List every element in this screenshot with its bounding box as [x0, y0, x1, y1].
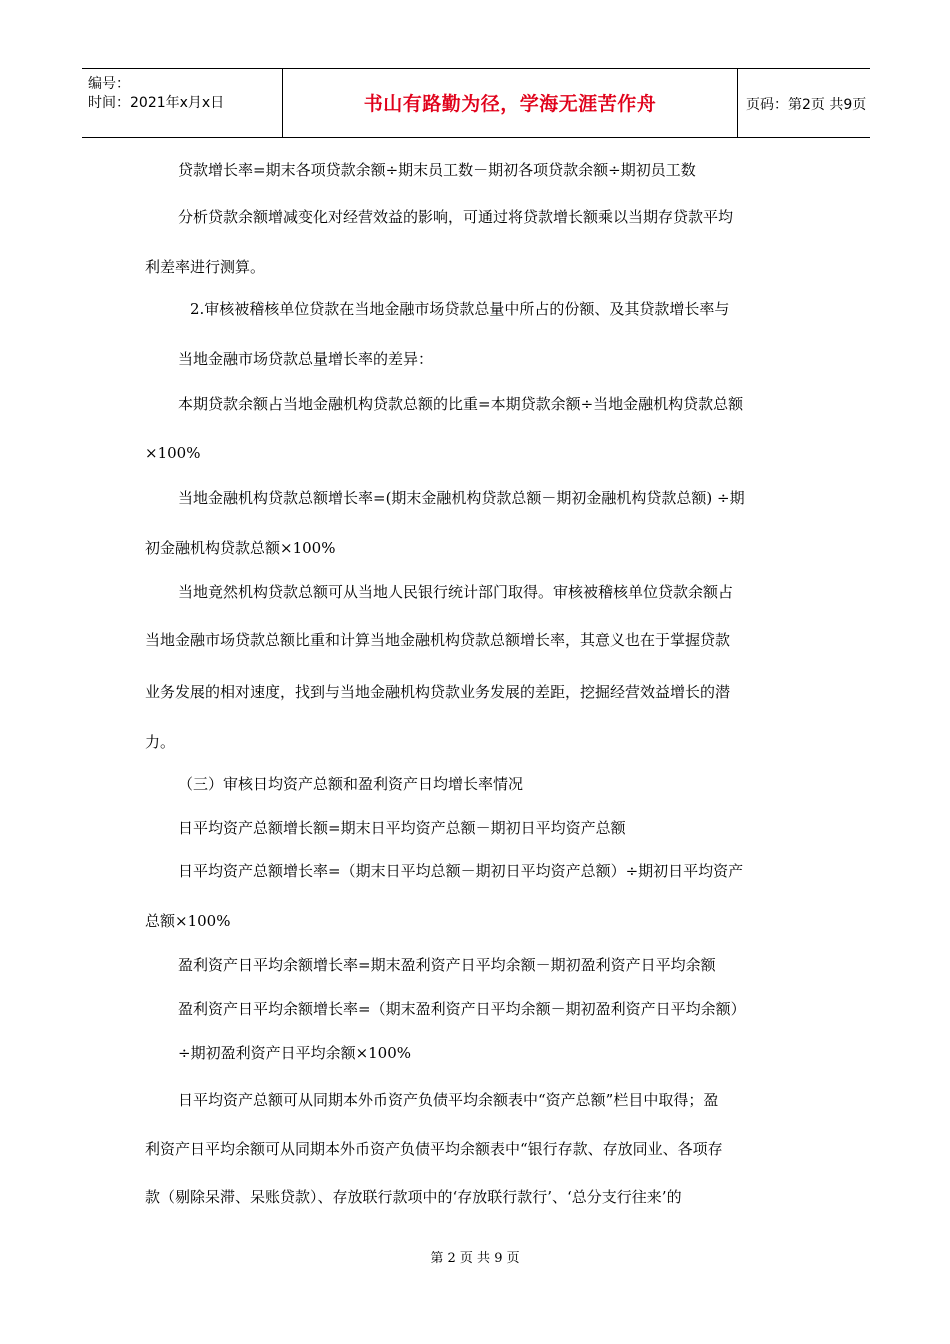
- body-line: 日平均资产总额增长额=期末日平均资产总额－期初日平均资产总额: [178, 819, 626, 837]
- body-line: 日平均资产总额增长率=（期末日平均总额－期初日平均资产总额）÷期初日平均资产: [178, 862, 744, 880]
- body-line: 日平均资产总额可从同期本外币资产负债平均余额表中“资产总额”栏目中取得；盈: [178, 1091, 719, 1109]
- body-line: 贷款增长率=期末各项贷款余额÷期末员工数－期初各项贷款余额÷期初员工数: [178, 161, 696, 179]
- section-heading: （三）审核日均资产总额和盈利资产日均增长率情况: [178, 775, 524, 793]
- header-motto-cell: [282, 69, 738, 137]
- body-line: 力。: [145, 733, 176, 751]
- body-line: ×100%: [145, 444, 201, 462]
- body-line: 本期贷款余额占当地金融机构贷款总额的比重=本期贷款余额÷当地金融机构贷款总额: [178, 395, 744, 413]
- body-line: 当地金融市场贷款总量增长率的差异：: [178, 350, 434, 368]
- header-right-cell: [738, 69, 870, 137]
- document-code-label: 编号：: [88, 76, 130, 92]
- body-line: 业务发展的相对速度，找到与当地金融机构贷款业务发展的差距，挖掘经营效益增长的潜: [145, 683, 731, 701]
- page-footer: 第 2 页 共 9 页: [430, 1251, 520, 1266]
- body-line: 当地金融市场贷款总额比重和计算当地金融机构贷款总额增长率，其意义也在于掌握贷款: [145, 631, 731, 649]
- body-line: 当地竟然机构贷款总额可从当地人民银行统计部门取得。审核被稽核单位贷款余额占: [178, 583, 734, 601]
- body-line: 当地金融机构贷款总额增长率=(期末金融机构贷款总额－期初金融机构贷款总额) ÷期: [178, 489, 745, 507]
- page-header: [82, 68, 870, 138]
- body-line: 利差率进行测算。: [145, 258, 266, 276]
- body-line: 盈利资产日平均余额增长率=（期末盈利资产日平均余额－期初盈利资产日平均余额）: [178, 1000, 746, 1018]
- body-line: 分析贷款余额增减变化对经营效益的影响，可通过将贷款增长额乘以当期存贷款平均: [178, 208, 734, 226]
- body-line: 总额×100%: [145, 912, 231, 930]
- body-line: ÷期初盈利资产日平均余额×100%: [178, 1044, 412, 1062]
- document-time-label: 时间：2021年x月x日: [88, 95, 225, 111]
- header-page-label: 页码：第2页 共9页: [746, 97, 867, 113]
- body-line: 初金融机构贷款总额×100%: [145, 539, 336, 557]
- body-line: 2.审核被稽核单位贷款在当地金融市场贷款总量中所占的份额、及其贷款增长率与: [190, 300, 730, 318]
- body-line: 盈利资产日平均余额增长率=期末盈利资产日平均余额－期初盈利资产日平均余额: [178, 956, 716, 974]
- body-line: 利资产日平均余额可从同期本外币资产负债平均余额表中“银行存款、存放同业、各项存: [145, 1140, 723, 1158]
- header-motto: 书山有路勤为径，学海无涯苦作舟: [363, 93, 657, 115]
- header-left-cell: [82, 69, 282, 137]
- body-line: 款（剔除呆滞、呆账贷款）、存放联行款项中的‘存放联行款行’、‘总分支行往来’的: [145, 1188, 682, 1206]
